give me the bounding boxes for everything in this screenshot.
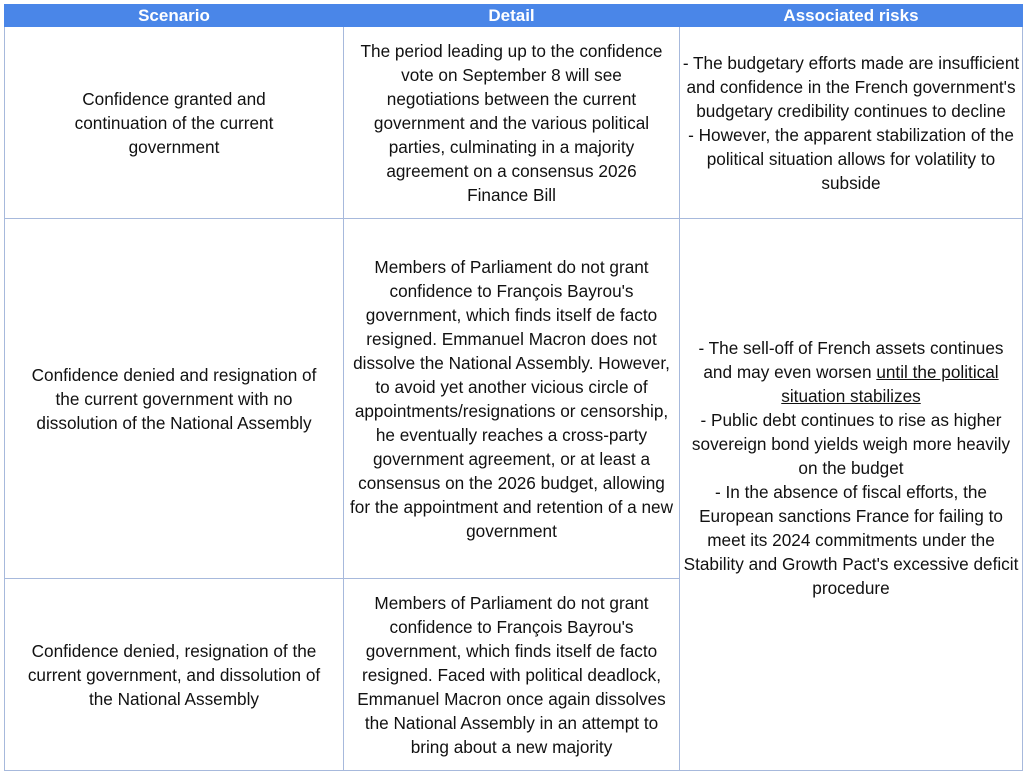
risk-line-2: - Public debt continues to rise as higher sovereign bond yields weigh more heavily on the budget	[691, 410, 1011, 478]
table-row	[5, 27, 1023, 219]
header-detail: Detail	[344, 5, 680, 27]
header-scenario: Scenario	[5, 5, 344, 27]
shared-risks-cell	[680, 219, 1023, 771]
risks-cell	[680, 27, 1023, 219]
risk-line-1	[682, 336, 1020, 408]
scenario-table-wrapper	[4, 4, 1019, 771]
scenario-cell: Confidence granted and continuation of the current government	[5, 27, 344, 219]
scenario-cell: Confidence denied and resignation of the current government with no dissolution of the National Assembly	[5, 219, 344, 579]
detail-cell: Members of Parliament do not grant confidence to François Bayrou's government, which finds itself de facto resigned. Emmanuel Macron does not dissolve the National Assembly. However, to avoid yet another vicious circle of appointments/resignations or censorship, he eventually reaches a cross-party government agreement, or at least a consensus on the 2026 budget, allowing for the appointment and retention of a new government	[344, 219, 680, 579]
risk-line: - However, the apparent stabilization of the political situation allows for volatility to subside	[688, 124, 1014, 193]
risk-line: - The budgetary efforts made are insufficient and confidence in the French government's budgetary credibility continues to decline	[682, 52, 1020, 121]
risk-line-1-underlined: until the political situation stabilizes	[781, 362, 999, 406]
risk-line-1-text: - The sell-off of French assets continues and may even worsen	[698, 338, 1004, 382]
scenario-table	[4, 4, 1023, 771]
detail-cell: The period leading up to the confidence vote on September 8 will see negotiations between the current government and the various political parties, culminating in a majority agreement on a consensus 2026 Finance Bill	[344, 27, 680, 219]
risk-line-3: - In the absence of fiscal efforts, the European sanctions France for failing to meet its 2024 commitments under the Stability and Growth Pact's excessive deficit procedure	[683, 482, 1019, 598]
scenario-cell: Confidence denied, resignation of the current government, and dissolution of the National Assembly	[5, 579, 344, 771]
detail-cell: Members of Parliament do not grant confidence to François Bayrou's government, which finds itself de facto resigned. Faced with political deadlock, Emmanuel Macron once again dissolves the National Assembly in an attempt to bring about a new majority	[344, 579, 680, 771]
table-row	[5, 219, 1023, 579]
header-row	[5, 5, 1023, 27]
header-associated-risks: Associated risks	[680, 5, 1023, 27]
